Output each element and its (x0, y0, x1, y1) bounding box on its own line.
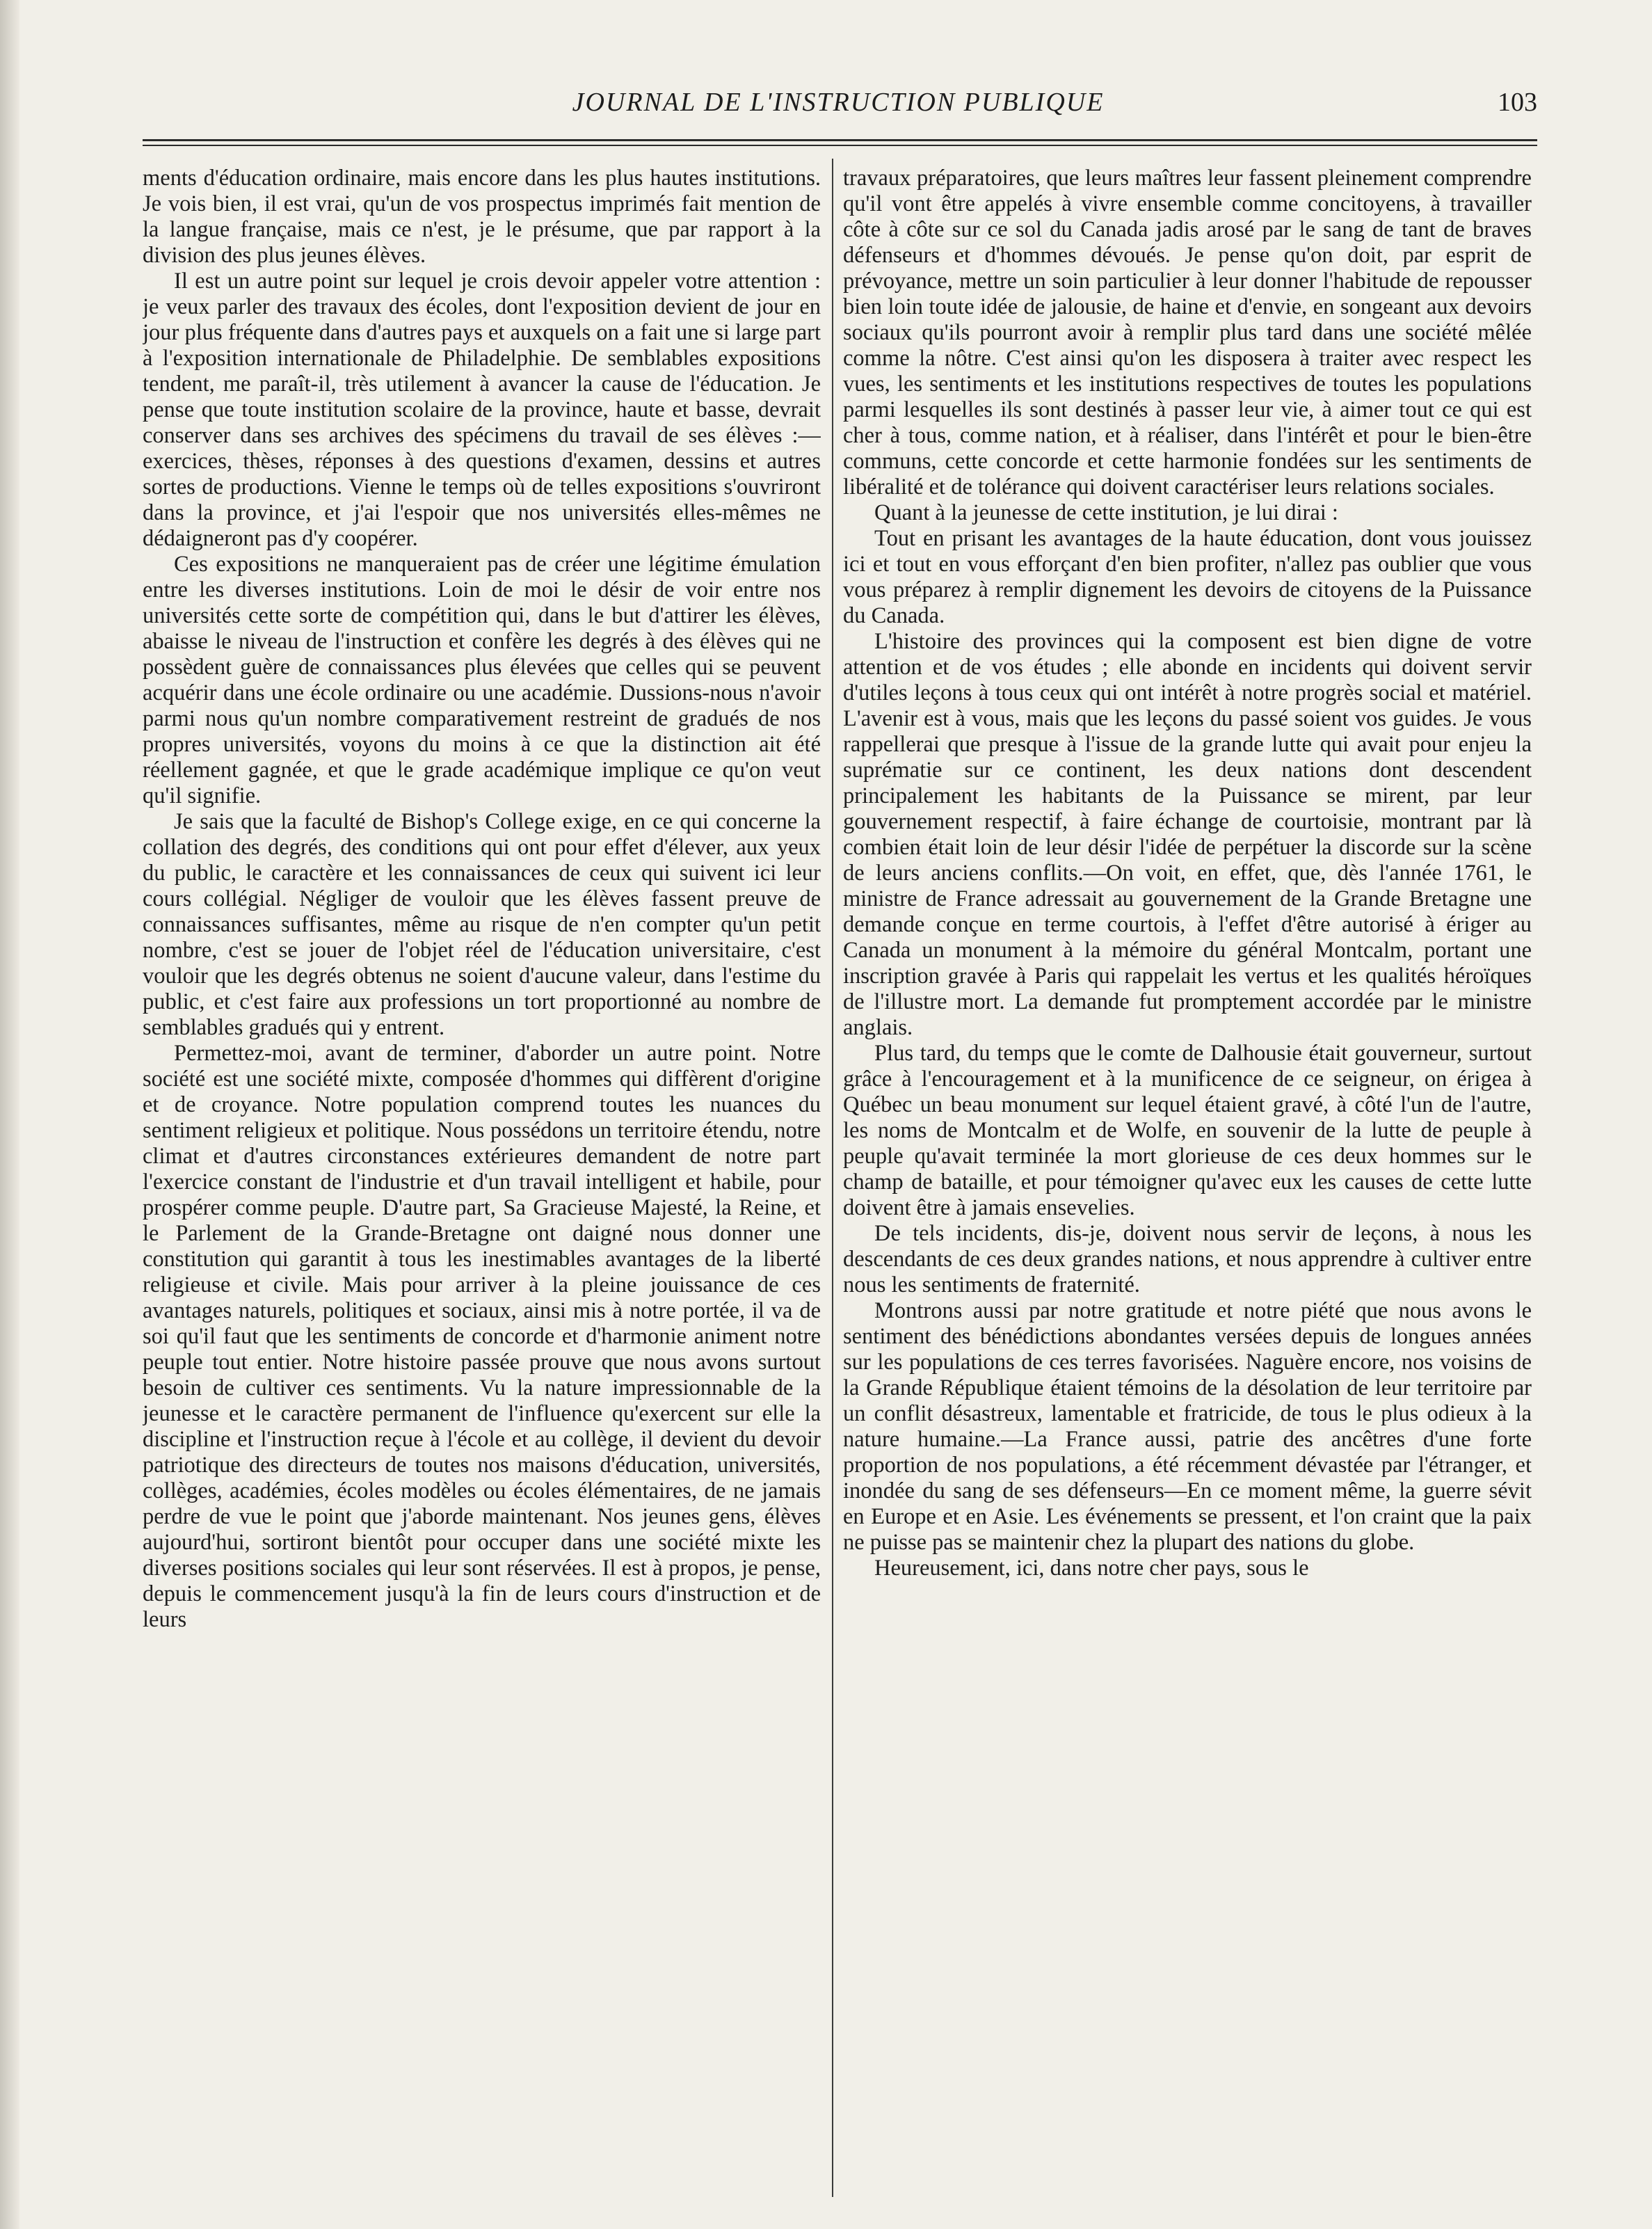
header-rule-thin (143, 145, 1537, 146)
column-divider (832, 159, 833, 2197)
header-rule (143, 139, 1537, 141)
paragraph: Montrons aussi par notre gratitude et notre piété que nous avons le sentiment des bénédictions abondantes versées depuis de longues années sur les populations de ces terres favorisées. Naguère encore, nos voisins de la Grande République étaient témoins de la désolation de leur territoire par un conflit désastreux, lamentable et fratricide, de tous le plus odieux à la nature humaine.—La France aussi, patrie des ancêtres d'une forte proportion de nos populations, a été récemment dévastée par l'étranger, et inondée du sang de ses défenseurs—En ce moment même, la guerre sévit en Europe et en Asie. Les événements se pressent, et l'on craint que la paix ne puisse pas se maintenir chez la plupart des nations du globe. (843, 1298, 1532, 1555)
page-header (139, 87, 1537, 129)
left-column (143, 166, 821, 2194)
paragraph: Tout en prisant les avantages de la haute éducation, dont vous jouissez ici et tout en vous efforçant d'en bien profiter, n'allez pas oublier que vous vous préparez à remplir dignement les devoirs de citoyens de la Puissance du Canada. (843, 526, 1532, 628)
paragraph: De tels incidents, dis-je, doivent nous servir de leçons, à nous les descendants de ces deux grandes nations, et nous apprendre à cultiver entre nous les sentiments de fraternité. (843, 1221, 1532, 1297)
scan-edge (0, 0, 19, 2229)
paragraph: L'histoire des provinces qui la composent est bien digne de votre attention et de vos études ; elle abonde en incidents qui doivent servir d'utiles leçons à tous ceux qui ont intérêt à notre progrès social et matériel. L'avenir est à vous, mais que les leçons du passé soient vos guides. Je vous rappellerai que presque à l'issue de la grande lutte qui avait pour enjeu la suprématie sur ce continent, les deux nations dont descendent principalement les habitants de la Puissance se mirent, par leur gouvernement respectif, à faire échange de courtoisie, montrant par là combien était loin de leur désir l'idée de perpétuer la discorde sur la scène de leurs anciens conflits.—On voit, en effet, que, dès l'année 1761, le ministre de France adressait au gouvernement de la Grande Bretagne une demande conçue en terme courtois, à l'effet d'être autorisé à ériger au Canada un monument à la mémoire du général Montcalm, portant une inscription gravée à Paris qui rappelait les vertus et les qualités héroïques de l'illustre mort. La demande fut promptement accordée par le ministre anglais. (843, 629, 1532, 1040)
paragraph: Il est un autre point sur lequel je crois devoir appeler votre attention : je veux parler des travaux des écoles, dont l'exposition devient de jour en jour plus fréquente dans d'autres pays et auxquels on a fait une si large part à l'exposition internationale de Philadelphie. De semblables expositions tendent, me paraît-il, très utilement à avancer la cause de l'éducation. Je pense que toute institution scolaire de la province, haute et basse, devrait conserver dans ses archives des spécimens du travail de ses élèves :—exercices, thèses, réponses à des questions d'examen, dessins et autres sortes de productions. Vienne le temps où de telles expositions s'ouvriront dans la province, et j'ai l'espoir que nos universités elles-mêmes ne dédaigneront pas d'y coopérer. (143, 269, 821, 551)
running-title: JOURNAL DE L'INSTRUCTION PUBLIQUE (572, 88, 1105, 117)
paragraph: Permettez-moi, avant de terminer, d'aborder un autre point. Notre société est une société mixte, composée d'hommes qui diffèrent d'origine et de croyance. Notre population comprend toutes les nuances du sentiment religieux et politique. Nous possédons un territoire étendu, notre climat et d'autres circonstances extérieures demandent de notre part l'exercice constant de l'industrie et d'un travail intelligent et habile, pour prospérer comme peuple. D'autre part, Sa Gracieuse Majesté, la Reine, et le Parlement de la Grande-Bretagne ont daigné nous donner une constitution qui garantit à tous les inestimables avantages de la liberté religieuse et civile. Mais pour arriver à la pleine jouissance de ces avantages naturels, politiques et sociaux, ainsi mis à notre portée, il va de soi qu'il faut que les sentiments de concorde et d'harmonie animent notre peuple tout entier. Notre histoire passée prouve que nous avons surtout besoin de cultiver ces sentiments. Vu la nature impressionnable de la jeunesse et le caractère permanent de l'influence qu'exercent sur elle la discipline et l'instruction reçue à l'école et au collège, il devient du devoir patriotique des directeurs de toutes nos maisons d'éducation, universités, collèges, académies, écoles modèles ou écoles élémentaires, de ne jamais perdre de vue le point que j'aborde maintenant. Nos jeunes gens, élèves aujourd'hui, sortiront bientôt pour occuper dans une société mixte les diverses positions sociales qui leur sont réservées. Il est à propos, je pense, depuis le commencement jusqu'à la fin de leurs cours d'instruction et de leurs (143, 1041, 821, 1632)
right-column (843, 166, 1532, 2194)
paragraph: travaux préparatoires, que leurs maîtres leur fassent pleinement comprendre qu'il vont être appelés à vivre ensemble comme concitoyens, à travailler côte à côte sur ce sol du Canada jadis arosé par le sang de tant de braves défenseurs et d'hommes dévoués. Je pense qu'on doit, par esprit de prévoyance, mettre un soin particulier à leur donner l'habitude de repousser bien loin toute idée de jalousie, de haine et d'envie, en songeant aux devoirs sociaux qu'ils pourront avoir à remplir plus tard dans une société mêlée comme la nôtre. C'est ainsi qu'on les disposera à traiter avec respect les vues, les sentiments et les institutions respectives de toutes les populations parmi lesquelles ils sont destinés à passer leur vie, à aimer tout ce qui est cher à tous, comme nation, et à réaliser, dans l'intérêt et pour le bien-être communs, cette concorde et cette harmonie fondées sur les sentiments de libéralité et de tolérance qui doivent caractériser leurs relations sociales. (843, 166, 1532, 500)
paragraph: Plus tard, du temps que le comte de Dalhousie était gouverneur, surtout grâce à l'encouragement et à la munificence de ce seigneur, on érigea à Québec un beau monument sur lequel étaient gravé, à côté l'un de l'autre, les noms de Montcalm et de Wolfe, en souvenir de la lutte de peuple à peuple qu'avait terminée la mort glorieuse de ces deux hommes sur le champ de bataille, et pour témoigner qu'avec eux les causes de cette lutte doivent être à jamais ensevelies. (843, 1041, 1532, 1220)
paragraph: Quant à la jeunesse de cette institution, je lui dirai : (874, 500, 1338, 525)
paragraph: Heureusement, ici, dans notre cher pays, sous le (874, 1556, 1309, 1581)
page-number: 103 (1498, 88, 1537, 117)
paragraph: ments d'éducation ordinaire, mais encore dans les plus hautes institutions. Je vois bien, il est vrai, qu'un de vos prospectus imprimés fait mention de la langue française, mais ce n'est, je le présume, que par rapport à la division des plus jeunes élèves. (143, 166, 821, 268)
paragraph: Ces expositions ne manqueraient pas de créer une légitime émulation entre les diverses institutions. Loin de moi le désir de voir entre nos universités cette sorte de compétition qui, dans le but d'attirer les élèves, abaisse le niveau de l'instruction et confère les degrés à des élèves qui ne possèdent guère de connaissances plus élevées que celles qui se peuvent acquérir dans une école ordinaire ou une académie. Dussions-nous n'avoir parmi nous qu'un nombre comparativement restreint de gradués de nos propres universités, voyons du moins à ce que la distinction ait été réellement gagnée, et que le grade académique implique ce qu'on veut qu'il signifie. (143, 552, 821, 808)
paragraph: Je sais que la faculté de Bishop's College exige, en ce qui concerne la collation des degrés, des conditions qui ont pour effet d'élever, aux yeux du public, le caractère et les connaissances de ceux qui suivent ici leur cours collégial. Négliger de vouloir que les élèves fassent preuve de connaissances suffisantes, même au risque de n'en compter qu'un petit nombre, c'est se jouer de l'objet réel de l'éducation universitaire, c'est vouloir que les degrés obtenus ne soient d'aucune valeur, dans l'estime du public, et c'est faire aux professions un tort proportionné au nombre de semblables gradués qui y entrent. (143, 809, 821, 1040)
